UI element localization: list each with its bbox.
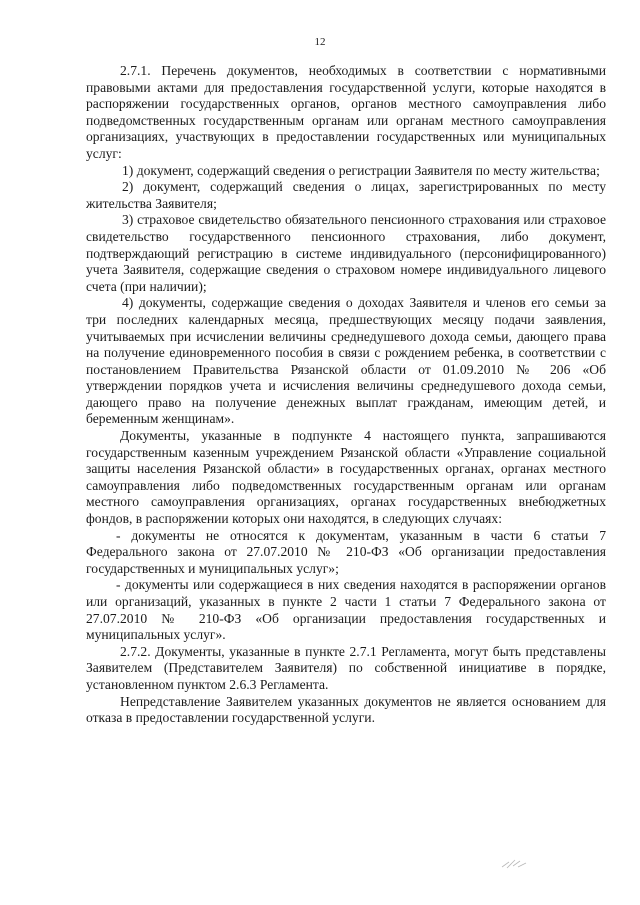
document-body [86, 63, 606, 727]
list-item-3: 3) страховое свидетельство обязательного пенсионного страхования или страховое свидетельство государственного пенсионного страхования, либо документ, подтверждающий регистрацию в системе индивидуального (персонифицированного) учета Заявителя, содержащие сведения о страховом номере индивидуального лицевого счета (при наличии); [86, 212, 606, 294]
page-number: 12 [314, 36, 326, 48]
section-2-7-2: 2.7.2. Документы, указанные в пункте 2.7.1 Регламента, могут быть представлены Заявителем (Представителем Заявителя) по собственной инициативе в порядке, установленном пунктом 2.6.3 Регламента. [86, 643, 606, 692]
request-conditions-paragraph: Документы, указанные в подпункте 4 настоящего пункта, запрашиваются государственным казенным учреждением Рязанской области «Управление социальной защиты населения Рязанской области» в государственных органах, органах местного самоуправления либо подведомственных государственным органам или органам местного самоуправления организациях, органах государственных внебюджетных фондов, в распоряжении которых они находятся, в следующих случаях: [86, 428, 606, 527]
list-item-4: 4) документы, содержащие сведения о доходах Заявителя и членов его семьи за три последних календарных месяца, предшествующих месяцу подачи заявления, учитываемых при исчислении величины среднедушевого дохода семьи, дающего права на получение единовременного пособия в связи с рождением ребенка, в соответствии с постановлением Правительства Рязанской области от 01.09.2010 № 206 «Об утверждении порядков учета и исчисления величины среднедушевого дохода семьи, дающего право на получение денежных выплат гражданам, имеющим детей, и беременным женщинам». [86, 295, 606, 427]
list-item-2: 2) документ, содержащий сведения о лицах, зарегистрированных по месту жительства Заявителя; [86, 179, 606, 211]
condition-item-1: - документы не относятся к документам, указанным в части 6 статьи 7 Федерального закона от 27.07.2010 № 210-ФЗ «Об организации предоставления государственных и муниципальных услуг»; [86, 527, 606, 576]
condition-item-2: - документы или содержащиеся в них сведения находятся в распоряжении органов или организаций, указанных в пункте 2 части 1 статьи 7 Федерального закона от 27.07.2010 № 210-ФЗ «Об организации предоставления государственных и муниципальных услуг». [86, 577, 606, 643]
scan-artifact-mark [500, 856, 528, 870]
closing-paragraph: Непредставление Заявителем указанных документов не является основанием для отказа в предоставлении государственной услуги. [86, 693, 606, 726]
list-item-1: 1) документ, содержащий сведения о регистрации Заявителя по месту жительства; [122, 162, 600, 178]
section-2-7-1-intro: 2.7.1. Перечень документов, необходимых в соответствии с нормативными правовыми актами для предоставления государственной услуги, которые находятся в распоряжении государственных органов, органов местного самоуправления либо подведомственных государственным органам или органам местного самоуправления организациях, участвующих в предоставлении государственных или муниципальных услуг: [86, 63, 606, 161]
